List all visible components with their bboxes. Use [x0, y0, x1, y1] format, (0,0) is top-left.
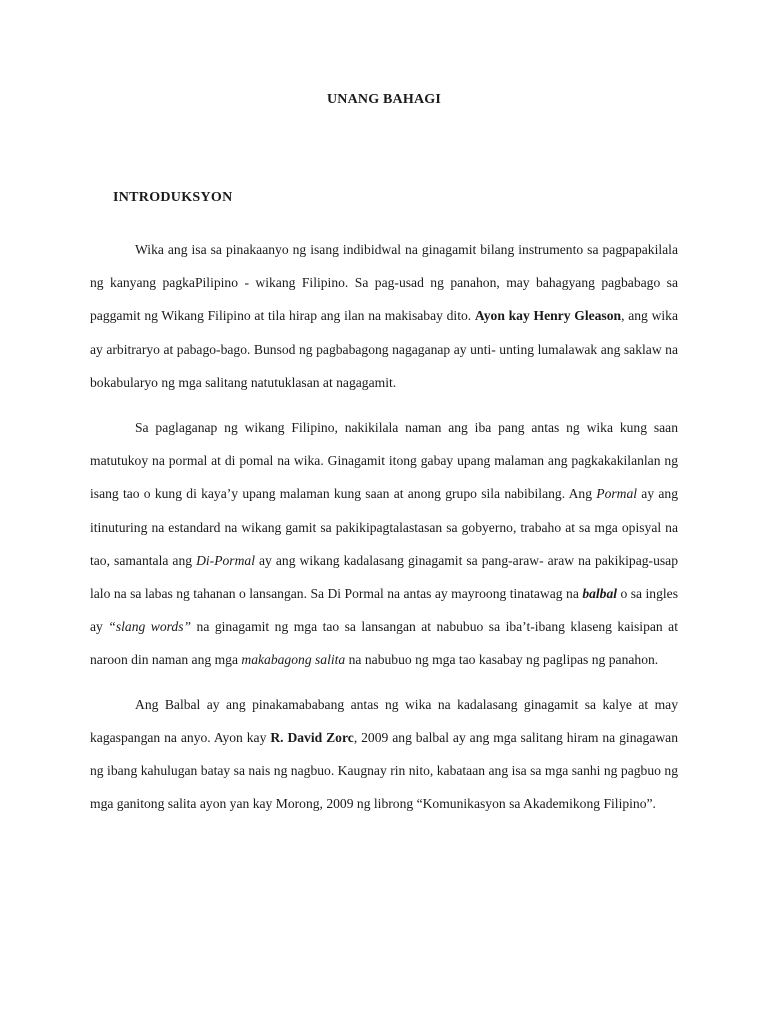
paragraph-2-text-e: na ginagamit ng mga tao sa lansangan at nabubuo sa iba’t-ibang klaseng kaisipan at naroon din naman ang mga: [90, 619, 678, 668]
paragraph-3-text-a: Ang Balbal ay ang pinakamababang antas ng wika na kadalasang ginagamit sa kalye at may kagaspangan na anyo. Ayon kay: [90, 696, 678, 745]
paragraph-2-text-d: o sa ingles ay: [90, 586, 678, 635]
paragraph-2-text-a: Sa paglaganap ng wikang Filipino, nakikilala naman ang iba pang antas ng wika kung saan matutukoy na pormal at di pomal na wika. Ginagamit itong gabay upang malaman ang pagkakakilanlan ng isang tao o kung di kaya’y upang malaman kung saan at anong grupo sila nabibilang. Ang: [90, 420, 678, 502]
document-body: [90, 233, 678, 832]
paragraph-2-text-f: na nabubuo ng mga tao kasabay ng paglipas ng panahon.: [345, 652, 659, 668]
term-balbal: balbal: [582, 586, 618, 602]
paragraph-2: [90, 411, 678, 677]
page-title: UNANG BAHAGI: [326, 92, 442, 107]
paragraph-2-text-b: ay ang itinuturing na estandard na wikang gamit sa pakikipagtalastasan sa gobyerno, trabaho at sa mga opisyal na tao, samantala ang: [90, 486, 678, 568]
citation-david-zorc: R. David Zorc: [270, 729, 354, 745]
term-makabagong-salita: makabagong salita: [241, 652, 346, 668]
paragraph-1-text-b: , ang wika ay arbitraryo at pabago-bago. Bunsod ng pagbabagong nagaganap ay unti- unting lumalawak ang saklaw na bokabularyo ng mga salitang natutuklasan at nagagamit.: [90, 308, 678, 390]
term-pormal: Pormal: [596, 486, 638, 502]
paragraph-2-text-c: ay ang wikang kadalasang ginagamit sa pang-araw- araw na pakikipag-usap lalo na sa labas ng tahanan o lansangan. Sa Di Pormal na antas ay mayroong tinatawag na: [90, 552, 678, 602]
section-heading: INTRODUKSYON: [113, 190, 233, 205]
term-di-pormal: Di-Pormal: [196, 552, 255, 568]
term-slang-words: “slang words”: [108, 619, 192, 635]
paragraph-3-text-b: , 2009 ang balbal ay ang mga salitang hiram na ginagawan ng ibang kahulugan batay sa nais ng nagbuo. Kaugnay rin nito, kabataan ang isa sa mga sanhi ng pagbuo ng mga ganitong salita ayon yan kay Morong, 2009 ng librong “Komunikasyon sa Akademikong Filipino”.: [90, 729, 679, 812]
paragraph-1-text-a: Wika ang isa sa pinakaanyo ng isang indibidwal na ginagamit bilang instrumento sa pagpapakilala ng kanyang pagkaPilipino - wikang Filipino. Sa pag-usad ng panahon, may bahagyang pagbabago sa paggamit ng Wikang Filipino at tila hirap ang ilan na makisabay dito.: [90, 242, 678, 324]
citation-henry-gleason: Ayon kay Henry Gleason: [474, 308, 622, 324]
paragraph-3: [90, 688, 678, 821]
paragraph-1: [90, 233, 678, 399]
